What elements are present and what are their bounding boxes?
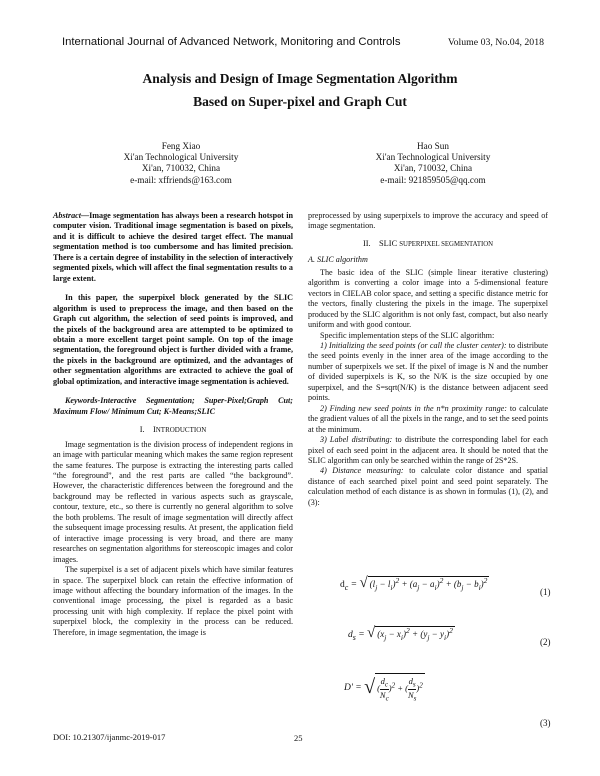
author-name: Hao Sun (417, 141, 449, 151)
author-affiliation: Xi'an Technological University (123, 152, 239, 163)
section-heading-introduction: I. INTRODUCTION (139, 425, 207, 435)
introduction-paragraph-1: Image segmentation is the division process of independent regions in an image with particular meaning which makes the same region represent the same features. The purpose is extracting the interesting parts called “the foreground”, and the rest parts are called “the background”. However, the characteristic differences between the foreground and the background may be reflected in various aspects such as grayscale, contour, texture, etc., so there is currently no general algorithm to solve the both problems. The result of image segmentation will directly affect the subsequent image processing results. At present, the application field of interactive image processing is very broad, and there are many researches on segmentation algorithms for stereoscopic images and color images. (53, 439, 293, 564)
step-3: 3) Label distributing: to distribute the corresponding label for each pixel of each seed point in the adjacent area. It should be noted that the SLIC algorithm can only be searched within the range of 2S*2S. (308, 435, 548, 465)
continuation-paragraph: preprocessed by using superpixels to improve the accuracy and speed of image segmentation. (308, 211, 548, 231)
volume-info: Volume 03, No.04, 2018 (447, 37, 544, 48)
keywords: Keywords-Interactive Segmentation; Super-Pixel;Graph Cut; Maximum Flow/ Minimum Cut; K-Means;SLIC (53, 396, 293, 416)
author-email: e-mail: 921859505@qq.com (380, 174, 486, 185)
journal-name: International Journal of Advanced Network, Monitoring and Controls (62, 36, 401, 48)
author-block-2 (333, 141, 533, 186)
equation-number-2: (2) (540, 637, 551, 647)
right-column (308, 211, 548, 508)
slic-paragraph-1: The basic idea of the SLIC (simple linear iterative clustering) algorithm is converting a color image into a 5-dimensional feature vectors in CIELAB color space, and setting a specific distance metric for the vectors, finally clustering the pixels in the image. The superpixel produced by the SLIC algorithm is not only fast, compact, but also nearly uniform and with good contour. (308, 267, 548, 330)
equation-number-3: (3) (540, 718, 551, 728)
equation-number-1: (1) (540, 587, 551, 597)
doi: DOI: 10.21307/ijanmc-2019-017 (53, 732, 166, 742)
paper-title-line1: Analysis and Design of Image Segmentation Algorithm (142, 71, 458, 86)
step-1: 1) Initializing the seed points (or call the cluster center): to distribute the seed points evenly in the inner area of the image according to the number of superpixels we set. If the pixel of image is N and the number of divided superpixels is K, so the N/K is the size occupied by one superpixel, and the S=sqrt(N/K) is the distance between adjacent seed points. (308, 340, 548, 403)
section-heading-slic: II. SLIC SUPERPIXEL SEGMENTATION (362, 238, 494, 248)
author-affiliation: Xi'an Technological University (375, 152, 491, 163)
abstract-paragraph-2: In this paper, the superpixel block generated by the SLIC algorithm is used to preprocess the image, and then based on the Graph cut algorithm, the selection of seed points is improved, and the pixels of the background area are attempted to be optimized to obtain a more excellent target point sample. On top of the image segmentation, the foreground object is further divided with a frame, the pixels in the background are optimized, and the advantages of other segmentation algorithms are extracted to achieve the goal of global optimization, and interactive image segmentation is achieved. (53, 293, 293, 386)
page-number: 25 (294, 733, 303, 743)
equation-2: $d_s$ = √ $(x_j - x_i)^2 + (y_j - y_i)^2$ (348, 625, 453, 642)
equation-1: $d_c$ = √ $(l_j - l_i)^2 + (a_j - a_i)^2 + (b_j - b_i)^2$ (340, 575, 488, 592)
introduction-paragraph-2: The superpixel is a set of adjacent pixels which have similar features in space. The superpixel block can retain the effective information of image without affecting the boundary information of the images. In the conventional image processing, the pixel is regarded as a basic processing unit with high complexity. If replace the pixel point with superpixel block, the complexity in the process can be reduced. Therefore, in image segmentation, the image is (53, 565, 293, 637)
step-4: 4) Distance measuring: to calculate color distance and spatial distance of each searched pixel point and seed point separately. The calculation method of each distance is as shown in formulas (1), (2), and (3): (308, 466, 548, 507)
author-block-1 (81, 141, 281, 186)
author-address: Xi'an, 710032, China (393, 163, 473, 174)
author-name: Feng Xiao (161, 141, 201, 151)
abstract-label: Abstract (53, 211, 81, 220)
author-address: Xi'an, 710032, China (141, 163, 221, 174)
author-email: e-mail: xffriends@163.com (130, 174, 232, 185)
left-column (53, 211, 293, 638)
step-2: 2) Finding new seed points in the n*n proximity range: to calculate the gradient values of all the pixels in the range, and to set the seed points at the minimum. (308, 403, 549, 434)
slic-paragraph-2: Specific implementation steps of the SLIC algorithm: (320, 330, 495, 340)
abstract-paragraph-1: Abstract—Image segmentation has always been a research hotspot in computer vision. Traditional image segmentation is based on pixels, and it is difficult to achieve the desired target effect. The manual segmentation method is too cumbersome and has limited precision. There is a certain degree of instability in the selection of interactively segmented pixels, which will affect the final segmentation results to a large extent. (53, 211, 293, 283)
equation-3: D' = √ ( $\frac{d_c}{N_c}$ )$^2$ + ( $\frac{d_s}{N_s}$ )$^2$ (344, 673, 425, 702)
subsection-heading: A. SLIC algorithm (308, 255, 368, 265)
paper-title-line2: Based on Super-pixel and Graph Cut (193, 94, 407, 109)
